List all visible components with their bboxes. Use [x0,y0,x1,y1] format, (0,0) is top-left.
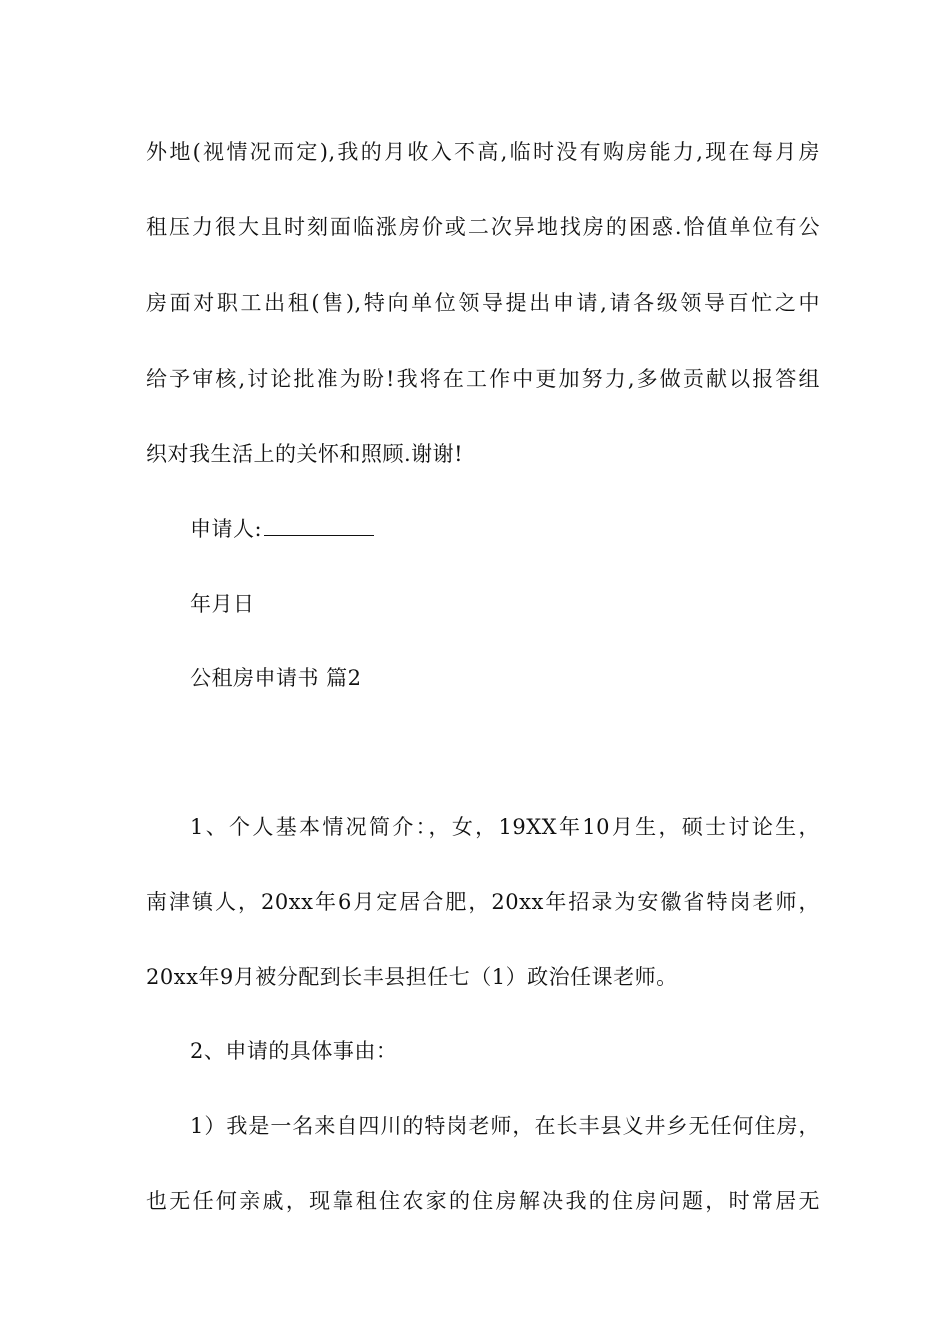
paragraph-line: 织对我生活上的关怀和照顾.谢谢! [146,442,464,466]
section-title: 公租房申请书 篇2 [190,666,362,690]
paragraph-line: 租压力很大且时刻面临涨房价或二次异地找房的困惑.恰值单位有公 [146,215,820,239]
item2-sub1-line: 1）我是一名来自四川的特岗老师，在长丰县义井乡无任何住房， [190,1114,820,1138]
item1-line: 20xx年9月被分配到长丰县担任七（1）政治任课老师。 [146,965,678,989]
paragraph-line: 给予审核,讨论批准为盼!我将在工作中更加努力,多做贡献以报答组 [146,367,820,391]
item1-line: 1、个人基本情况简介：，女，19XX年10月生，硕士讨论生， [190,815,820,839]
paragraph-line: 房面对职工出租(售),特向单位领导提出申请,请各级领导百忙之中 [146,291,820,315]
applicant-label: 申请人: [190,517,263,541]
item1-line: 南津镇人，20xx年6月定居合肥，20xx年招录为安徽省特岗老师， [146,890,820,914]
date-line: 年月日 [190,592,255,616]
signature-blank [264,517,374,536]
paragraph-line: 外地(视情况而定),我的月收入不高,临时没有购房能力,现在每月房 [146,140,820,164]
item2-sub1-line: 也无任何亲戚，现靠租住农家的住房解决我的住房问题，时常居无 [146,1189,820,1213]
applicant-line [190,514,374,544]
item2-title: 2、申请的具体事由： [190,1039,398,1063]
